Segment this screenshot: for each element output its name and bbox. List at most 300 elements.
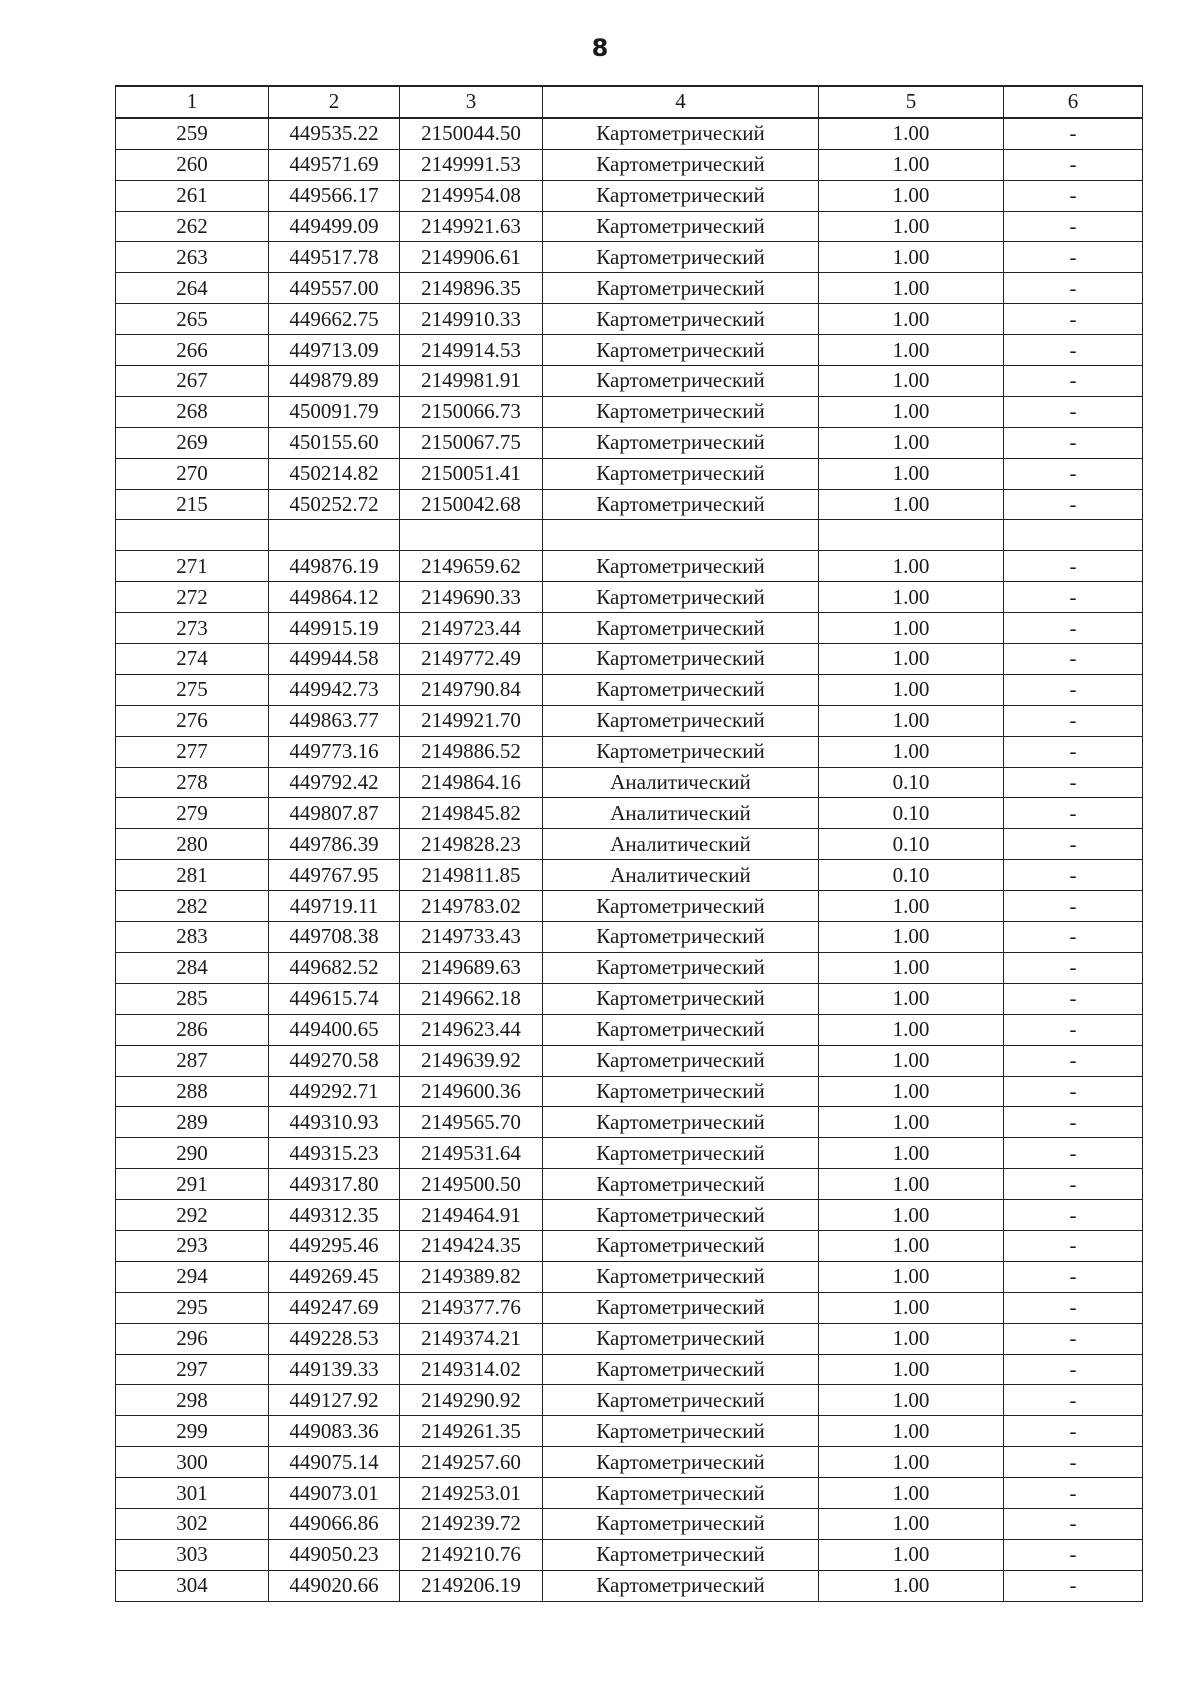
x-coordinate-cell: 449682.52 [269, 952, 400, 983]
table-row [116, 767, 1143, 798]
x-coordinate-cell: 449708.38 [269, 922, 400, 953]
point-number-cell: 273 [116, 613, 269, 644]
method-cell: Картометрический [543, 1570, 819, 1601]
table-row [116, 149, 1143, 180]
y-coordinate-cell: 2149910.33 [400, 304, 543, 335]
x-coordinate-cell: 449075.14 [269, 1447, 400, 1478]
note-cell: - [1004, 551, 1143, 582]
point-number-cell: 275 [116, 674, 269, 705]
table-row [116, 1076, 1143, 1107]
accuracy-cell: 1.00 [819, 705, 1004, 736]
note-cell: - [1004, 1570, 1143, 1601]
method-cell: Картометрический [543, 736, 819, 767]
method-cell: Аналитический [543, 767, 819, 798]
accuracy-cell: 1.00 [819, 1354, 1004, 1385]
y-coordinate-cell: 2149723.44 [400, 613, 543, 644]
method-cell: Картометрический [543, 674, 819, 705]
table-row [116, 1416, 1143, 1447]
note-cell: - [1004, 427, 1143, 458]
method-cell: Картометрический [543, 1385, 819, 1416]
method-cell: Картометрический [543, 458, 819, 489]
x-coordinate-cell: 449876.19 [269, 551, 400, 582]
x-coordinate-cell: 449915.19 [269, 613, 400, 644]
point-number-cell: 293 [116, 1230, 269, 1261]
point-number-cell: 272 [116, 582, 269, 613]
note-cell: - [1004, 613, 1143, 644]
note-cell: - [1004, 1169, 1143, 1200]
note-cell: - [1004, 829, 1143, 860]
method-cell: Картометрический [543, 983, 819, 1014]
accuracy-cell: 1.00 [819, 335, 1004, 366]
note-cell: - [1004, 242, 1143, 273]
table-row [116, 458, 1143, 489]
note-cell: - [1004, 582, 1143, 613]
point-number-cell: 284 [116, 952, 269, 983]
table-row [116, 1323, 1143, 1354]
method-cell: Картометрический [543, 1014, 819, 1045]
method-cell: Картометрический [543, 273, 819, 304]
method-cell: Аналитический [543, 860, 819, 891]
point-number-cell: 298 [116, 1385, 269, 1416]
note-cell: - [1004, 149, 1143, 180]
point-number-cell: 281 [116, 860, 269, 891]
method-cell: Картометрический [543, 1416, 819, 1447]
y-coordinate-cell: 2149783.02 [400, 891, 543, 922]
table-row [116, 922, 1143, 953]
table-row [116, 242, 1143, 273]
method-cell: Картометрический [543, 644, 819, 675]
point-number-cell: 259 [116, 118, 269, 149]
table-row [116, 273, 1143, 304]
note-cell: - [1004, 1416, 1143, 1447]
table-row [116, 1539, 1143, 1570]
note-cell: - [1004, 1261, 1143, 1292]
y-coordinate-cell: 2149257.60 [400, 1447, 543, 1478]
method-cell: Картометрический [543, 1539, 819, 1570]
accuracy-cell: 1.00 [819, 736, 1004, 767]
note-cell: - [1004, 1478, 1143, 1509]
note-cell: - [1004, 1230, 1143, 1261]
x-coordinate-cell: 449499.09 [269, 211, 400, 242]
x-coordinate-cell: 449400.65 [269, 1014, 400, 1045]
point-number-cell: 280 [116, 829, 269, 860]
method-cell: Картометрический [543, 180, 819, 211]
y-coordinate-cell: 2149500.50 [400, 1169, 543, 1200]
y-coordinate-cell: 2149389.82 [400, 1261, 543, 1292]
table-row [116, 1169, 1143, 1200]
x-coordinate-cell: 449315.23 [269, 1138, 400, 1169]
note-cell: - [1004, 1107, 1143, 1138]
note-cell: - [1004, 335, 1143, 366]
table-row [116, 674, 1143, 705]
point-number-cell: 260 [116, 149, 269, 180]
y-coordinate-cell: 2149253.01 [400, 1478, 543, 1509]
x-coordinate-cell: 450091.79 [269, 396, 400, 427]
table-row [116, 891, 1143, 922]
x-coordinate-cell: 449792.42 [269, 767, 400, 798]
method-cell: Картометрический [543, 1478, 819, 1509]
note-cell: - [1004, 180, 1143, 211]
accuracy-cell: 1.00 [819, 1169, 1004, 1200]
column-header: 4 [543, 86, 819, 118]
note-cell: - [1004, 1508, 1143, 1539]
accuracy-cell: 1.00 [819, 458, 1004, 489]
table-row [116, 952, 1143, 983]
x-coordinate-cell: 449719.11 [269, 891, 400, 922]
point-number-cell: 291 [116, 1169, 269, 1200]
y-coordinate-cell: 2149377.76 [400, 1292, 543, 1323]
y-coordinate-cell: 2149639.92 [400, 1045, 543, 1076]
table-row [116, 1138, 1143, 1169]
method-cell: Картометрический [543, 705, 819, 736]
x-coordinate-cell: 449767.95 [269, 860, 400, 891]
y-coordinate-cell: 2149206.19 [400, 1570, 543, 1601]
point-number-cell: 296 [116, 1323, 269, 1354]
y-coordinate-cell: 2149991.53 [400, 149, 543, 180]
point-number-cell: 276 [116, 705, 269, 736]
table-row [116, 1447, 1143, 1478]
point-number-cell: 279 [116, 798, 269, 829]
y-coordinate-cell: 2150067.75 [400, 427, 543, 458]
note-cell: - [1004, 304, 1143, 335]
accuracy-cell: 1.00 [819, 396, 1004, 427]
x-coordinate-cell: 449557.00 [269, 273, 400, 304]
x-coordinate-cell: 449863.77 [269, 705, 400, 736]
table-row [116, 304, 1143, 335]
table-row [116, 829, 1143, 860]
y-coordinate-cell: 2149921.63 [400, 211, 543, 242]
accuracy-cell: 1.00 [819, 180, 1004, 211]
note-cell: - [1004, 1539, 1143, 1570]
y-coordinate-cell: 2149864.16 [400, 767, 543, 798]
note-cell: - [1004, 952, 1143, 983]
table-row [116, 1570, 1143, 1601]
accuracy-cell: 1.00 [819, 674, 1004, 705]
accuracy-cell: 1.00 [819, 922, 1004, 953]
y-coordinate-cell [400, 520, 543, 551]
method-cell: Картометрический [543, 1354, 819, 1385]
table-row [116, 1107, 1143, 1138]
method-cell: Картометрический [543, 427, 819, 458]
point-number-cell: 271 [116, 551, 269, 582]
accuracy-cell: 1.00 [819, 952, 1004, 983]
x-coordinate-cell: 449066.86 [269, 1508, 400, 1539]
table-row [116, 1385, 1143, 1416]
method-cell: Аналитический [543, 798, 819, 829]
method-cell: Картометрический [543, 1169, 819, 1200]
note-cell: - [1004, 1354, 1143, 1385]
accuracy-cell: 1.00 [819, 1292, 1004, 1323]
table-row [116, 211, 1143, 242]
method-cell: Картометрический [543, 1292, 819, 1323]
table-row [116, 1478, 1143, 1509]
y-coordinate-cell: 2149261.35 [400, 1416, 543, 1447]
table-row [116, 705, 1143, 736]
accuracy-cell: 0.10 [819, 767, 1004, 798]
x-coordinate-cell: 449312.35 [269, 1200, 400, 1231]
point-number-cell: 215 [116, 489, 269, 520]
table-row [116, 1354, 1143, 1385]
x-coordinate-cell: 449535.22 [269, 118, 400, 149]
method-cell: Картометрический [543, 952, 819, 983]
point-number-cell: 283 [116, 922, 269, 953]
note-cell [1004, 520, 1143, 551]
table-row [116, 1261, 1143, 1292]
note-cell: - [1004, 1385, 1143, 1416]
accuracy-cell: 1.00 [819, 551, 1004, 582]
note-cell: - [1004, 860, 1143, 891]
accuracy-cell: 1.00 [819, 273, 1004, 304]
point-number-cell: 269 [116, 427, 269, 458]
table-row [116, 1200, 1143, 1231]
method-cell: Картометрический [543, 551, 819, 582]
y-coordinate-cell: 2149790.84 [400, 674, 543, 705]
point-number-cell: 262 [116, 211, 269, 242]
x-coordinate-cell: 449295.46 [269, 1230, 400, 1261]
note-cell: - [1004, 1292, 1143, 1323]
y-coordinate-cell: 2149954.08 [400, 180, 543, 211]
method-cell: Картометрический [543, 211, 819, 242]
accuracy-cell: 1.00 [819, 149, 1004, 180]
point-number-cell: 274 [116, 644, 269, 675]
note-cell: - [1004, 736, 1143, 767]
x-coordinate-cell: 449083.36 [269, 1416, 400, 1447]
accuracy-cell: 1.00 [819, 1539, 1004, 1570]
note-cell: - [1004, 891, 1143, 922]
point-number-cell: 300 [116, 1447, 269, 1478]
note-cell: - [1004, 767, 1143, 798]
x-coordinate-cell: 449050.23 [269, 1539, 400, 1570]
y-coordinate-cell: 2149659.62 [400, 551, 543, 582]
accuracy-cell: 1.00 [819, 489, 1004, 520]
point-number-cell: 282 [116, 891, 269, 922]
x-coordinate-cell [269, 520, 400, 551]
x-coordinate-cell: 449228.53 [269, 1323, 400, 1354]
column-header: 1 [116, 86, 269, 118]
method-cell: Картометрический [543, 613, 819, 644]
accuracy-cell: 1.00 [819, 1416, 1004, 1447]
y-coordinate-cell: 2149914.53 [400, 335, 543, 366]
method-cell: Картометрический [543, 149, 819, 180]
y-coordinate-cell: 2149690.33 [400, 582, 543, 613]
table-row [116, 582, 1143, 613]
point-number-cell: 287 [116, 1045, 269, 1076]
accuracy-cell: 1.00 [819, 1230, 1004, 1261]
x-coordinate-cell: 449571.69 [269, 149, 400, 180]
method-cell: Картометрический [543, 1230, 819, 1261]
x-coordinate-cell: 449292.71 [269, 1076, 400, 1107]
accuracy-cell: 1.00 [819, 891, 1004, 922]
coordinates-table [115, 85, 1143, 1602]
y-coordinate-cell: 2149845.82 [400, 798, 543, 829]
note-cell: - [1004, 458, 1143, 489]
table-row [116, 427, 1143, 458]
method-cell: Картометрический [543, 304, 819, 335]
y-coordinate-cell: 2149906.61 [400, 242, 543, 273]
y-coordinate-cell: 2149210.76 [400, 1539, 543, 1570]
accuracy-cell: 1.00 [819, 1076, 1004, 1107]
x-coordinate-cell: 449310.93 [269, 1107, 400, 1138]
x-coordinate-cell: 449944.58 [269, 644, 400, 675]
accuracy-cell: 1.00 [819, 211, 1004, 242]
accuracy-cell: 1.00 [819, 1508, 1004, 1539]
x-coordinate-cell: 449713.09 [269, 335, 400, 366]
note-cell: - [1004, 674, 1143, 705]
table-row [116, 180, 1143, 211]
table-row [116, 644, 1143, 675]
note-cell: - [1004, 1200, 1143, 1231]
y-coordinate-cell: 2149981.91 [400, 366, 543, 397]
point-number-cell: 301 [116, 1478, 269, 1509]
x-coordinate-cell: 449942.73 [269, 674, 400, 705]
accuracy-cell: 1.00 [819, 1138, 1004, 1169]
note-cell: - [1004, 1076, 1143, 1107]
table-row [116, 335, 1143, 366]
accuracy-cell: 0.10 [819, 860, 1004, 891]
y-coordinate-cell: 2149374.21 [400, 1323, 543, 1354]
y-coordinate-cell: 2149565.70 [400, 1107, 543, 1138]
accuracy-cell: 1.00 [819, 1261, 1004, 1292]
note-cell: - [1004, 273, 1143, 304]
method-cell: Картометрический [543, 1323, 819, 1354]
table-row [116, 798, 1143, 829]
point-number-cell: 294 [116, 1261, 269, 1292]
y-coordinate-cell: 2149290.92 [400, 1385, 543, 1416]
table-row [116, 118, 1143, 149]
x-coordinate-cell: 449566.17 [269, 180, 400, 211]
point-number-cell: 304 [116, 1570, 269, 1601]
method-cell: Картометрический [543, 1447, 819, 1478]
x-coordinate-cell: 449317.80 [269, 1169, 400, 1200]
method-cell: Картометрический [543, 1508, 819, 1539]
method-cell [543, 520, 819, 551]
table-row [116, 1045, 1143, 1076]
accuracy-cell: 1.00 [819, 644, 1004, 675]
column-header: 2 [269, 86, 400, 118]
y-coordinate-cell: 2149811.85 [400, 860, 543, 891]
table-row [116, 366, 1143, 397]
table-row [116, 983, 1143, 1014]
note-cell: - [1004, 1323, 1143, 1354]
y-coordinate-cell: 2149772.49 [400, 644, 543, 675]
method-cell: Картометрический [543, 118, 819, 149]
accuracy-cell: 0.10 [819, 829, 1004, 860]
method-cell: Картометрический [543, 891, 819, 922]
point-number-cell: 288 [116, 1076, 269, 1107]
table-row [116, 860, 1143, 891]
method-cell: Аналитический [543, 829, 819, 860]
point-number-cell: 261 [116, 180, 269, 211]
point-number-cell: 290 [116, 1138, 269, 1169]
method-cell: Картометрический [543, 396, 819, 427]
page-number: 8 [591, 34, 609, 62]
x-coordinate-cell: 449073.01 [269, 1478, 400, 1509]
method-cell: Картометрический [543, 1200, 819, 1231]
point-number-cell: 266 [116, 335, 269, 366]
accuracy-cell: 1.00 [819, 1045, 1004, 1076]
accuracy-cell: 1.00 [819, 1200, 1004, 1231]
y-coordinate-cell: 2149531.64 [400, 1138, 543, 1169]
method-cell: Картометрический [543, 1045, 819, 1076]
point-number-cell: 286 [116, 1014, 269, 1045]
table-row [116, 1014, 1143, 1045]
note-cell: - [1004, 983, 1143, 1014]
point-number-cell: 263 [116, 242, 269, 273]
accuracy-cell: 1.00 [819, 118, 1004, 149]
table-row [116, 1230, 1143, 1261]
method-cell: Картометрический [543, 1261, 819, 1292]
point-number-cell [116, 520, 269, 551]
method-cell: Картометрический [543, 366, 819, 397]
accuracy-cell: 1.00 [819, 582, 1004, 613]
table-row [116, 736, 1143, 767]
x-coordinate-cell: 449786.39 [269, 829, 400, 860]
x-coordinate-cell: 449864.12 [269, 582, 400, 613]
accuracy-cell: 1.00 [819, 1570, 1004, 1601]
x-coordinate-cell: 449517.78 [269, 242, 400, 273]
y-coordinate-cell: 2150042.68 [400, 489, 543, 520]
note-cell: - [1004, 644, 1143, 675]
y-coordinate-cell: 2150051.41 [400, 458, 543, 489]
note-cell: - [1004, 1045, 1143, 1076]
x-coordinate-cell: 449879.89 [269, 366, 400, 397]
table-row [116, 1292, 1143, 1323]
x-coordinate-cell: 450155.60 [269, 427, 400, 458]
accuracy-cell [819, 520, 1004, 551]
accuracy-cell: 1.00 [819, 983, 1004, 1014]
table-row [116, 396, 1143, 427]
accuracy-cell: 1.00 [819, 1323, 1004, 1354]
x-coordinate-cell: 449773.16 [269, 736, 400, 767]
column-header: 5 [819, 86, 1004, 118]
x-coordinate-cell: 449270.58 [269, 1045, 400, 1076]
x-coordinate-cell: 450214.82 [269, 458, 400, 489]
y-coordinate-cell: 2149921.70 [400, 705, 543, 736]
x-coordinate-cell: 449615.74 [269, 983, 400, 1014]
accuracy-cell: 1.00 [819, 613, 1004, 644]
method-cell: Картометрический [543, 582, 819, 613]
note-cell: - [1004, 489, 1143, 520]
y-coordinate-cell: 2149623.44 [400, 1014, 543, 1045]
accuracy-cell: 1.00 [819, 427, 1004, 458]
column-header: 6 [1004, 86, 1143, 118]
accuracy-cell: 1.00 [819, 366, 1004, 397]
note-cell: - [1004, 1447, 1143, 1478]
y-coordinate-cell: 2149896.35 [400, 273, 543, 304]
note-cell: - [1004, 1014, 1143, 1045]
accuracy-cell: 1.00 [819, 1385, 1004, 1416]
point-number-cell: 289 [116, 1107, 269, 1138]
note-cell: - [1004, 798, 1143, 829]
column-header: 3 [400, 86, 543, 118]
table-body [116, 118, 1143, 1601]
point-number-cell: 277 [116, 736, 269, 767]
method-cell: Картометрический [543, 922, 819, 953]
point-number-cell: 265 [116, 304, 269, 335]
note-cell: - [1004, 1138, 1143, 1169]
point-number-cell: 292 [116, 1200, 269, 1231]
method-cell: Картометрический [543, 1107, 819, 1138]
table-row [116, 551, 1143, 582]
accuracy-cell: 1.00 [819, 1478, 1004, 1509]
table-row [116, 489, 1143, 520]
y-coordinate-cell: 2149662.18 [400, 983, 543, 1014]
method-cell: Картометрический [543, 1138, 819, 1169]
y-coordinate-cell: 2149464.91 [400, 1200, 543, 1231]
method-cell: Картометрический [543, 242, 819, 273]
accuracy-cell: 1.00 [819, 1014, 1004, 1045]
x-coordinate-cell: 449020.66 [269, 1570, 400, 1601]
